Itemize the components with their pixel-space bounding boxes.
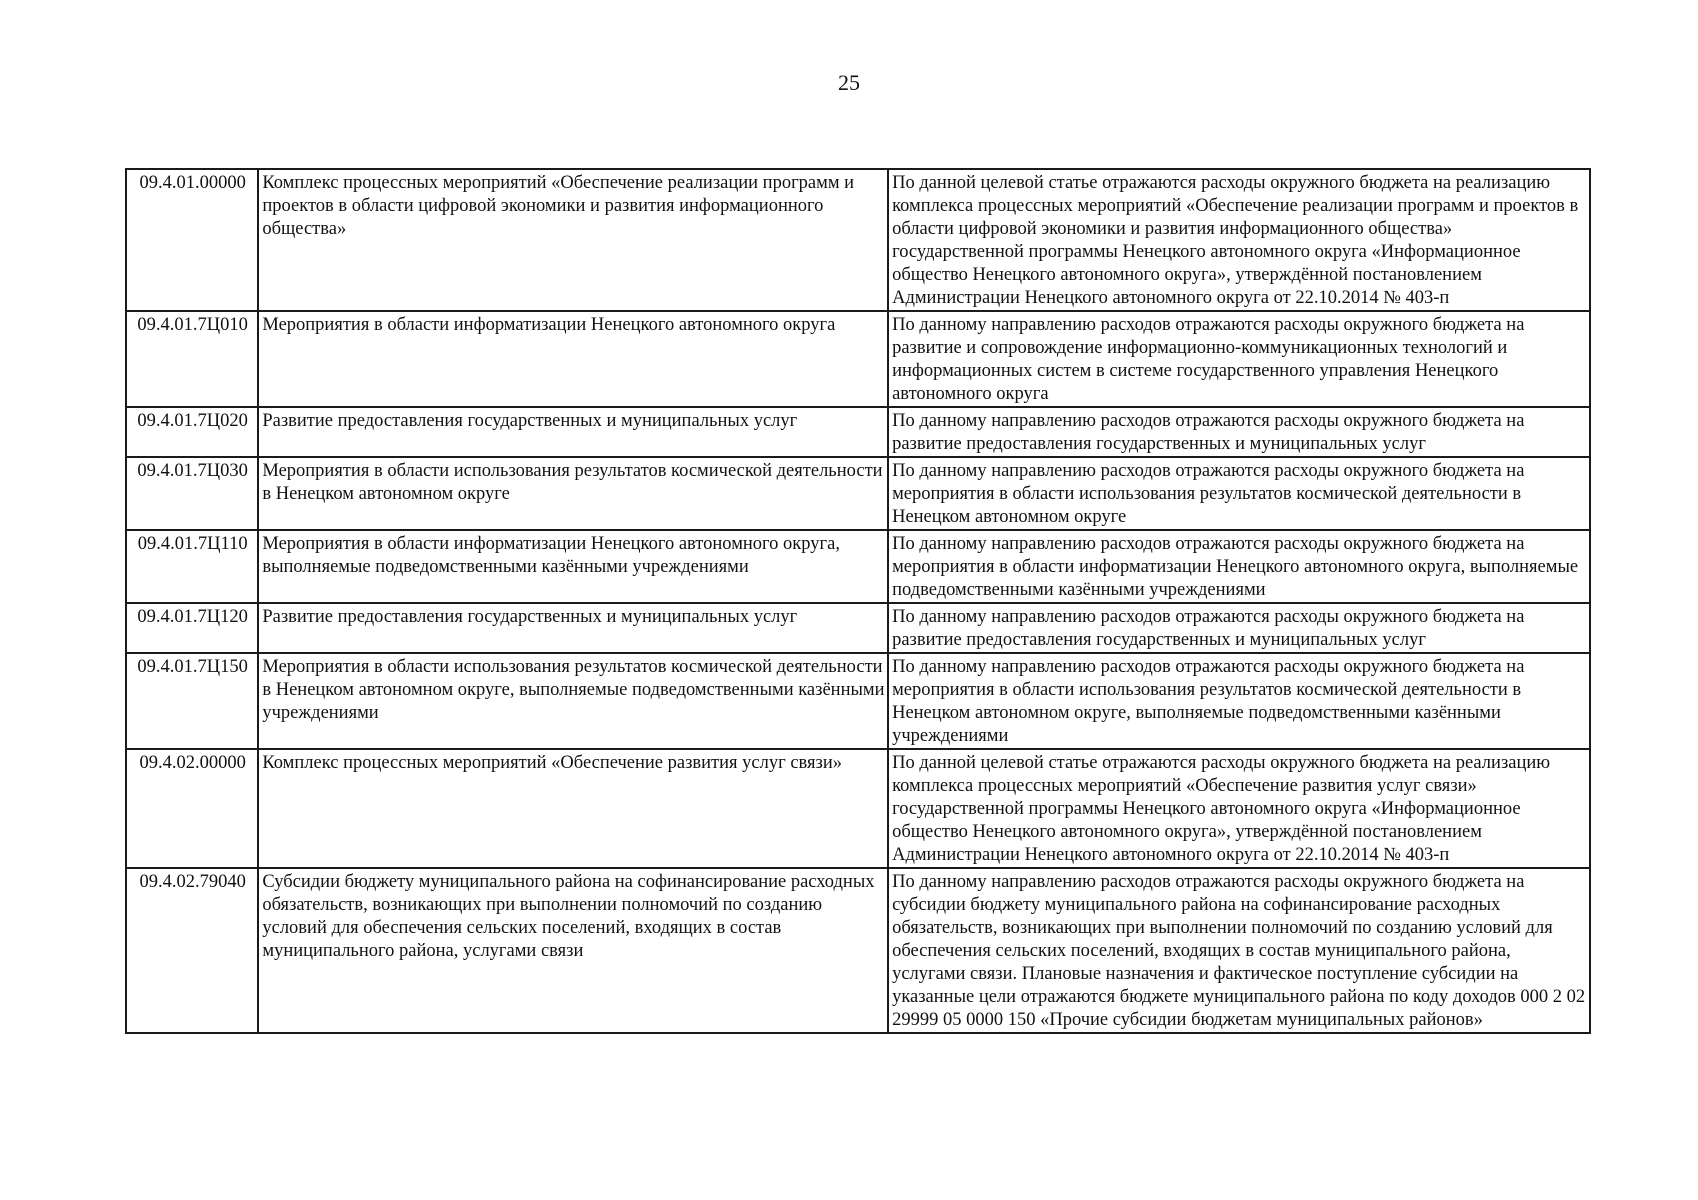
table-row <box>126 169 1590 311</box>
table-row <box>126 407 1590 457</box>
target-article-name: Мероприятия в области информатизации Ненецкого автономного округа, выполняемые подведомственными казёнными учреждениями <box>262 534 840 577</box>
table-row <box>126 868 1590 1033</box>
description-cell <box>888 311 1590 407</box>
code-cell <box>126 749 258 868</box>
target-article-code: 09.4.01.7Ц150 <box>137 657 248 677</box>
target-article-code: 09.4.01.7Ц020 <box>137 411 248 431</box>
target-article-code: 09.4.02.00000 <box>139 753 246 773</box>
name-cell <box>258 603 888 653</box>
description-cell <box>888 653 1590 749</box>
target-article-code: 09.4.02.79040 <box>139 872 246 892</box>
name-cell <box>258 169 888 311</box>
table-row <box>126 311 1590 407</box>
code-cell <box>126 169 258 311</box>
target-article-description: По данному направлению расходов отражаются расходы окружного бюджета на мероприятия в области использования результатов космической деятельности в Ненецком автономном округе, выполняемые подведомственными казёнными учреждениями <box>892 657 1525 746</box>
code-cell <box>126 311 258 407</box>
description-cell <box>888 407 1590 457</box>
name-cell <box>258 311 888 407</box>
target-article-description: По данному направлению расходов отражаются расходы окружного бюджета на мероприятия в области информатизации Ненецкого автономного округа, выполняемые подведомственными казёнными учреждениями <box>892 534 1579 600</box>
target-article-description: По данному направлению расходов отражаются расходы окружного бюджета на развитие и сопровождение информационно-коммуникационных технологий и информационных систем в системе государственного управления Ненецкого автономного округа <box>892 315 1525 404</box>
code-cell <box>126 457 258 530</box>
code-cell <box>126 603 258 653</box>
target-article-name: Мероприятия в области использования результатов космической деятельности в Ненецком автономном округе <box>262 461 883 504</box>
target-article-description: По данной целевой статье отражаются расходы окружного бюджета на реализацию комплекса процессных мероприятий «Обеспечение развития услуг связи» государственной программы Ненецкого автономного округа «Информационное общество Ненецкого автономного округа», утверждённой постановлением Администрации Ненецкого автономного округа от 22.10.2014 № 403-п <box>892 753 1551 865</box>
target-article-code: 09.4.01.7Ц110 <box>137 534 248 554</box>
name-cell <box>258 653 888 749</box>
name-cell <box>258 407 888 457</box>
target-article-name: Развитие предоставления государственных и муниципальных услуг <box>262 411 798 431</box>
table-row <box>126 530 1590 603</box>
budget-classification-table <box>125 168 1591 1034</box>
page-number: 25 <box>838 70 860 95</box>
target-article-code: 09.4.01.00000 <box>139 173 246 193</box>
name-cell <box>258 749 888 868</box>
description-cell <box>888 169 1590 311</box>
code-cell <box>126 653 258 749</box>
target-article-description: По данному направлению расходов отражаются расходы окружного бюджета на субсидии бюджету муниципального района на софинансирование расходных обязательств, возникающих при выполнении полномочий по созданию условий для обеспечения сельских поселений, входящих в состав муниципального района, услугами связи. Плановые назначения и фактическое поступление субсидии на указанные цели отражаются бюджете муниципального района по коду доходов 000 2 02 29999 05 0000 150 «Прочие субсидии бюджетам муниципальных районов» <box>892 872 1586 1030</box>
target-article-description: По данной целевой статье отражаются расходы окружного бюджета на реализацию комплекса процессных мероприятий «Обеспечение реализации программ и проектов в области цифровой экономики и развития информационного общества» государственной программы Ненецкого автономного округа «Информационное общество Ненецкого автономного округа», утверждённой постановлением Администрации Ненецкого автономного округа от 22.10.2014 № 403-п <box>892 173 1579 308</box>
table-row <box>126 457 1590 530</box>
target-article-code: 09.4.01.7Ц030 <box>137 461 248 481</box>
description-cell <box>888 749 1590 868</box>
target-article-name: Развитие предоставления государственных и муниципальных услуг <box>262 607 798 627</box>
code-cell <box>126 868 258 1033</box>
target-article-code: 09.4.01.7Ц120 <box>137 607 248 627</box>
table-row <box>126 749 1590 868</box>
target-article-code: 09.4.01.7Ц010 <box>137 315 248 335</box>
target-article-description: По данному направлению расходов отражаются расходы окружного бюджета на мероприятия в области использования результатов космической деятельности в Ненецком автономном округе <box>892 461 1525 527</box>
description-cell <box>888 868 1590 1033</box>
description-cell <box>888 530 1590 603</box>
target-article-description: По данному направлению расходов отражаются расходы окружного бюджета на развитие предоставления государственных и муниципальных услуг <box>892 607 1525 650</box>
target-article-name: Мероприятия в области информатизации Ненецкого автономного округа <box>262 315 836 335</box>
description-cell <box>888 457 1590 530</box>
table-row <box>126 653 1590 749</box>
name-cell <box>258 868 888 1033</box>
target-article-name: Комплекс процессных мероприятий «Обеспечение развития услуг связи» <box>262 753 842 773</box>
target-article-name: Мероприятия в области использования результатов космической деятельности в Ненецком автономном округе, выполняемые подведомственными казёнными учреждениями <box>262 657 885 723</box>
target-article-description: По данному направлению расходов отражаются расходы окружного бюджета на развитие предоставления государственных и муниципальных услуг <box>892 411 1525 454</box>
name-cell <box>258 530 888 603</box>
code-cell <box>126 407 258 457</box>
target-article-name: Субсидии бюджету муниципального района на софинансирование расходных обязательств, возникающих при выполнении полномочий по созданию условий для обеспечения сельских поселений, входящих в состав муниципального района, услугами связи <box>262 872 875 961</box>
name-cell <box>258 457 888 530</box>
description-cell <box>888 603 1590 653</box>
table-row <box>126 603 1590 653</box>
target-article-name: Комплекс процессных мероприятий «Обеспечение реализации программ и проектов в области цифровой экономики и развития информационного общества» <box>262 173 855 239</box>
code-cell <box>126 530 258 603</box>
